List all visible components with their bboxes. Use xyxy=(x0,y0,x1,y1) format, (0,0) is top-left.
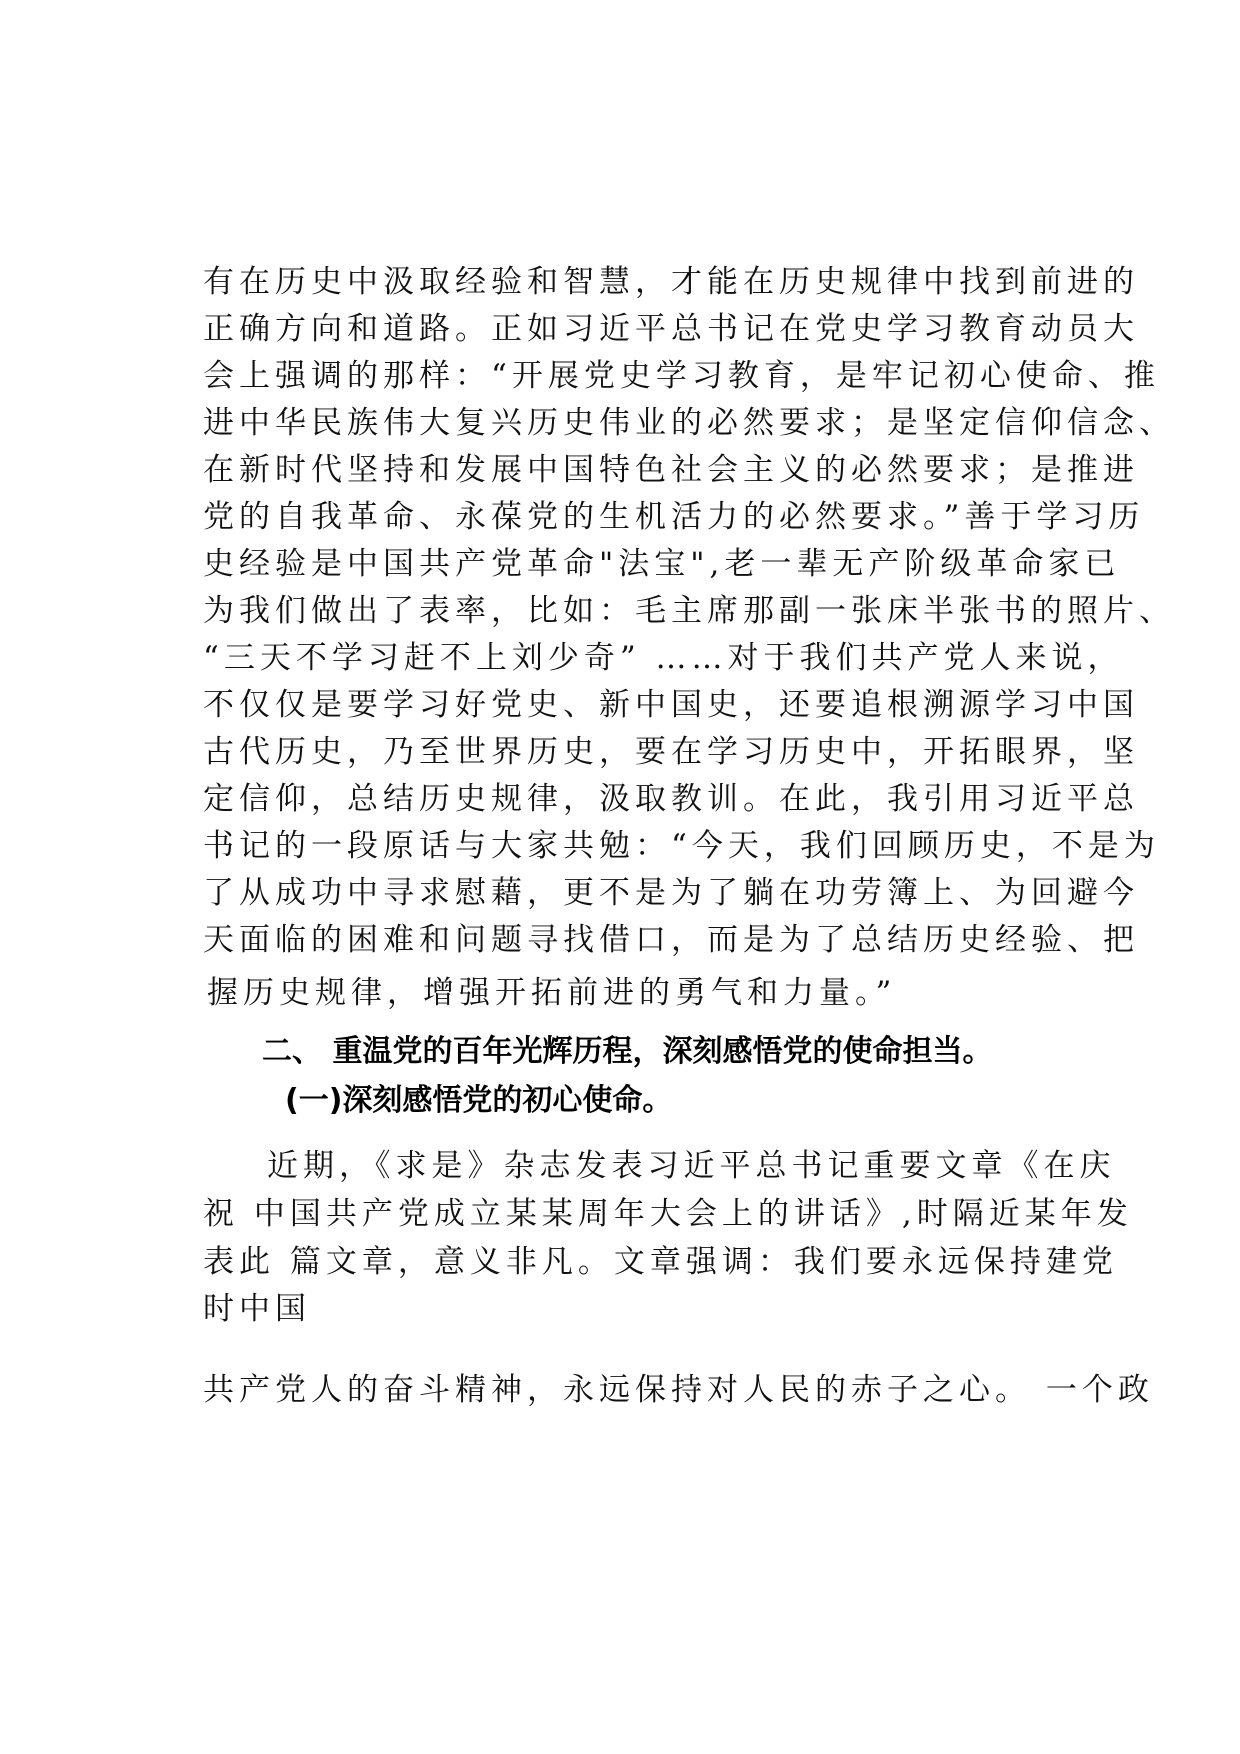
body-line: 正确方向和道路。正如习近平总书记在党史学习教育动员大 xyxy=(203,311,1139,347)
body-line: 进中华民族伟大复兴历史伟业的必然要求；是坚定信仰信念、 xyxy=(203,405,1175,441)
body-line: 史经验是中国共产党革命"法宝",老一辈无产阶级革命家已 xyxy=(203,546,1121,582)
body-line: 书记的一段原话与大家共勉：“今天，我们回顾历史，不是为 xyxy=(203,828,1160,864)
body-line: 为我们做出了表率，比如：毛主席那副一张床半张书的照片、 xyxy=(203,593,1175,629)
paragraph-line: 共产党人的奋斗精神，永远保持对人民的赤子之心。 一个政 xyxy=(203,1372,1154,1408)
paragraph-line: 表此 篇文章，意义非凡。文章强调：我们要永远保持建党 xyxy=(203,1244,1118,1280)
body-line: 定信仰，总结历史规律，汲取教训。在此，我引用习近平总 xyxy=(203,781,1139,817)
body-line: 握历史规律，增强开拓前进的勇气和力量。” xyxy=(207,975,897,1011)
paragraph-line: 近期，《求是》杂志发表习近平总书记重要文章《在庆 xyxy=(267,1148,1116,1184)
body-line: 了从成功中寻求慰藉，更不是为了躺在功劳簿上、为回避今 xyxy=(203,875,1139,911)
body-line: 天面临的困难和问题寻找借口，而是为了总结历史经验、把 xyxy=(203,922,1139,958)
paragraph-line: 时中国 xyxy=(203,1291,311,1327)
paragraph-line: 祝 中国共产党成立某某周年大会上的讲话》,时隔近某年发 xyxy=(203,1196,1133,1232)
body-line: 古代历史，乃至世界历史，要在学习历史中，开拓眼界，坚 xyxy=(203,734,1139,770)
subsection-heading: (一)深刻感悟党的初心使命。 xyxy=(285,1083,673,1118)
body-line: 有在历史中汲取经验和智慧，才能在历史规律中找到前进的 xyxy=(203,264,1139,300)
body-line: “三天不学习赶不上刘少奇” ……对于我们共产党人来说， xyxy=(203,640,1124,676)
body-line: 不仅仅是要学习好党史、新中国史，还要追根溯源学习中国 xyxy=(203,687,1139,723)
body-line: 党的自我革命、永葆党的生机活力的必然要求。”善于学习历 xyxy=(203,499,1145,535)
body-line: 在新时代坚持和发展中国特色社会主义的必然要求；是推进 xyxy=(203,452,1139,488)
body-line: 会上强调的那样：“开展党史学习教育，是牢记初心使命、推 xyxy=(203,358,1160,394)
section-heading: 二、 重温党的百年光辉历程，深刻感悟党的使命担当。 xyxy=(262,1034,993,1069)
